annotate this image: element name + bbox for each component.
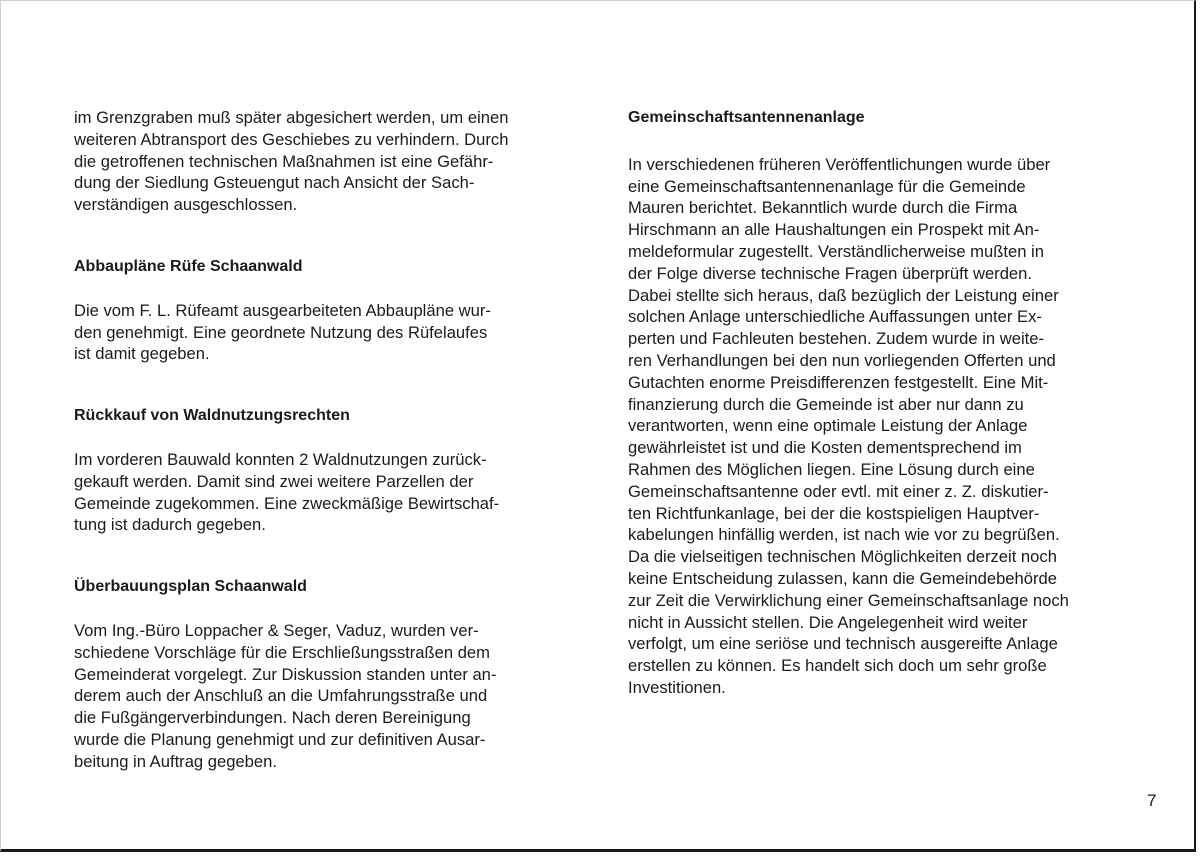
section-body-ueberbauungsplan: Vom Ing.-Büro Loppacher & Seger, Vaduz, wurden ver- schiedene Vorschläge für die Erschließungsstraßen dem Gemeinderat vorgelegt. Zur Diskussion standen unter an- derem auch der Anschluß an die Umfahrungsstraße und die Fußgängerverbindungen. Nach deren Bereinigung wurde die Planung genehmigt und zur definitiven Ausar- beitung in Auftrag gegeben. [74, 620, 497, 771]
left-column [74, 107, 602, 773]
section-title-ueberbauungsplan: Überbauungsplan Schaanwald [74, 578, 307, 596]
section-title-rueckkauf: Rückkauf von Waldnutzungsrechten [74, 407, 350, 425]
section-body-gemeinschaftsantennenanlage: In verschiedenen früheren Veröffentlichungen wurde über eine Gemeinschaftsantennenanlage für die Gemeinde Mauren berichtet. Bekanntlich wurde durch die Firma Hirschmann an alle Haushaltungen ein Prospekt mit An- meldeformular zugestellt. Verständlicherweise mußten in der Folge diverse technische Fragen überprüft werden. Dabei stellte sich heraus, daß bezüglich der Leistung einer solchen Anlage unterschiedliche Auffassungen unter Ex- perten und Fachleuten bestehen. Zudem wurde in weite- ren Verhandlungen bei den nun vorliegenden Offerten und Gutachten enorme Preisdifferenzen festgestellt. Eine Mit- finanzierung durch die Gemeinde ist aber nur dann zu verantworten, wenn eine optimale Leistung der Anlage gewährleistet ist und die Kosten dementsprechend im Rahmen des Möglichen liegen. Eine Lösung durch eine Gemeinschaftsantenne oder evtl. mit einer z. Z. diskutier- ten Richtfunkanlage, bei der die kostspieligen Hauptver- kabelungen hinfällig werden, ist nach wie vor zu begrüßen. Da die vielseitigen technischen Möglichkeiten derzeit noch keine Entscheidung zulassen, kann die Gemeindebehörde zur Zeit die Verwirklichung einer Gemeinschaftsanlage noch nicht in Aussicht stellen. Die Angelegenheit wird weiter verfolgt, um eine seriöse und technisch ausgereifte Anlage erstellen zu können. Es handelt sich doch um sehr große Investitionen. [628, 154, 1069, 697]
page-number: 7 [1147, 791, 1157, 810]
section-title-gemeinschaftsantennenanlage: Gemeinschaftsantennenanlage [628, 109, 865, 126]
right-column [628, 107, 1159, 699]
section-body-rueckkauf: Im vorderen Bauwald konnten 2 Waldnutzungen zurück- gekauft werden. Damit sind zwei weitere Parzellen der Gemeinde zugekommen. Eine zweckmäßige Bewirtschaf- tung ist dadurch gegeben. [74, 449, 500, 535]
section-body-abbauplaene: Die vom F. L. Rüfeamt ausgearbeiteten Abbaupläne wur- den genehmigt. Eine geordnete Nutzung des Rüfelaufes ist damit gegeben. [74, 300, 491, 364]
section-title-abbauplaene: Abbaupläne Rüfe Schaanwald [74, 257, 303, 275]
intro-paragraph: im Grenzgraben muß später abgesichert werden, um einen weiteren Abtransport des Geschiebes zu verhindern. Durch die getroffenen technischen Maßnahmen ist eine Gefähr- dung der Siedlung Gsteuengut nach Ansicht der Sach- verständigen ausgeschlossen. [74, 108, 509, 215]
